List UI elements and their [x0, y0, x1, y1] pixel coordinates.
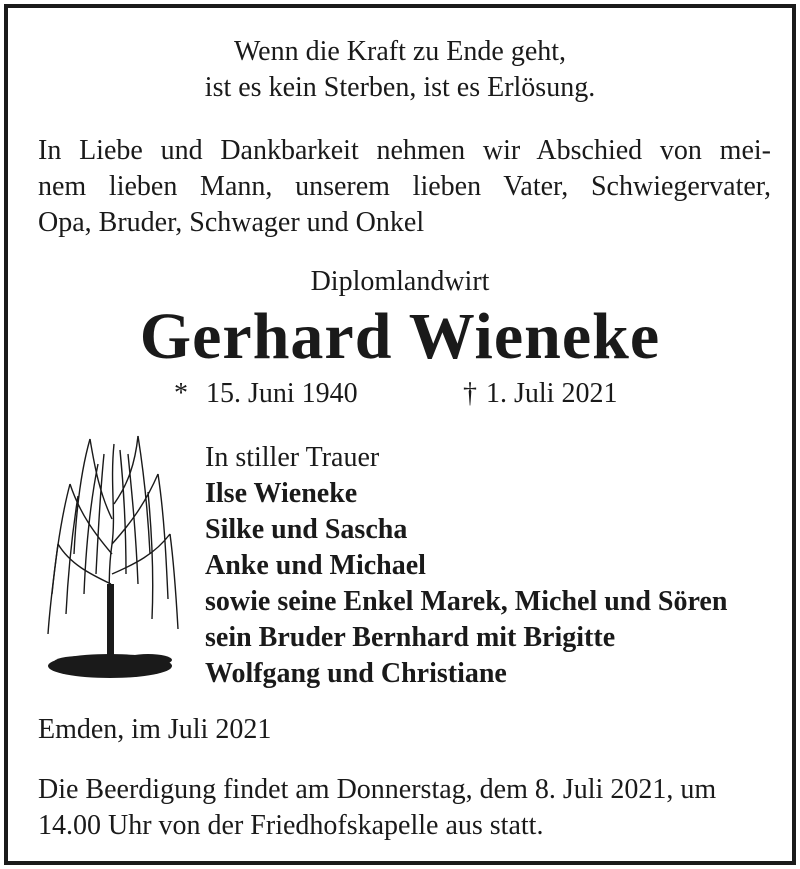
birth-date: 15. Juni 1940: [206, 378, 358, 409]
motto-line-2: ist es kein Sterben, ist es Erlösung.: [204, 72, 596, 103]
intro-line-3: Opa, Bruder, Schwager und Onkel: [38, 207, 425, 238]
death-symbol: †: [463, 378, 477, 409]
death-date: 1. Juli 2021: [486, 378, 618, 409]
weeping-willow-icon: [40, 424, 190, 690]
mourner-name: sowie seine Enkel Marek, Michel und Sören: [205, 586, 728, 617]
deceased-name: Gerhard Wieneke: [139, 300, 661, 373]
mourner-name: Wolfgang und Christiane: [205, 658, 507, 689]
mourner-name: Anke und Michael: [205, 550, 426, 581]
birth-symbol: *: [174, 378, 188, 409]
obituary-frame: [4, 4, 796, 865]
intro-line-2: nem lieben Mann, unserem lieben Vater, Schwiegervater,: [38, 171, 771, 202]
funeral-line-2: 14.00 Uhr von der Friedhofskapelle aus statt.: [38, 810, 544, 841]
deceased-title: Diplomlandwirt: [310, 266, 490, 297]
mourner-name: Ilse Wieneke: [205, 478, 358, 509]
intro-line-1: In Liebe und Dankbarkeit nehmen wir Abschied von mei-: [38, 135, 771, 166]
place-date: Emden, im Juli 2021: [38, 714, 272, 745]
funeral-line-1: Die Beerdigung findet am Donnerstag, dem 8. Juli 2021, um: [38, 774, 717, 805]
motto-line-1: Wenn die Kraft zu Ende geht,: [233, 36, 567, 67]
mourner-name: Silke und Sascha: [205, 514, 408, 545]
mourner-name: sein Bruder Bernhard mit Brigitte: [205, 622, 616, 653]
mourners-heading: In stiller Trauer: [205, 442, 380, 473]
